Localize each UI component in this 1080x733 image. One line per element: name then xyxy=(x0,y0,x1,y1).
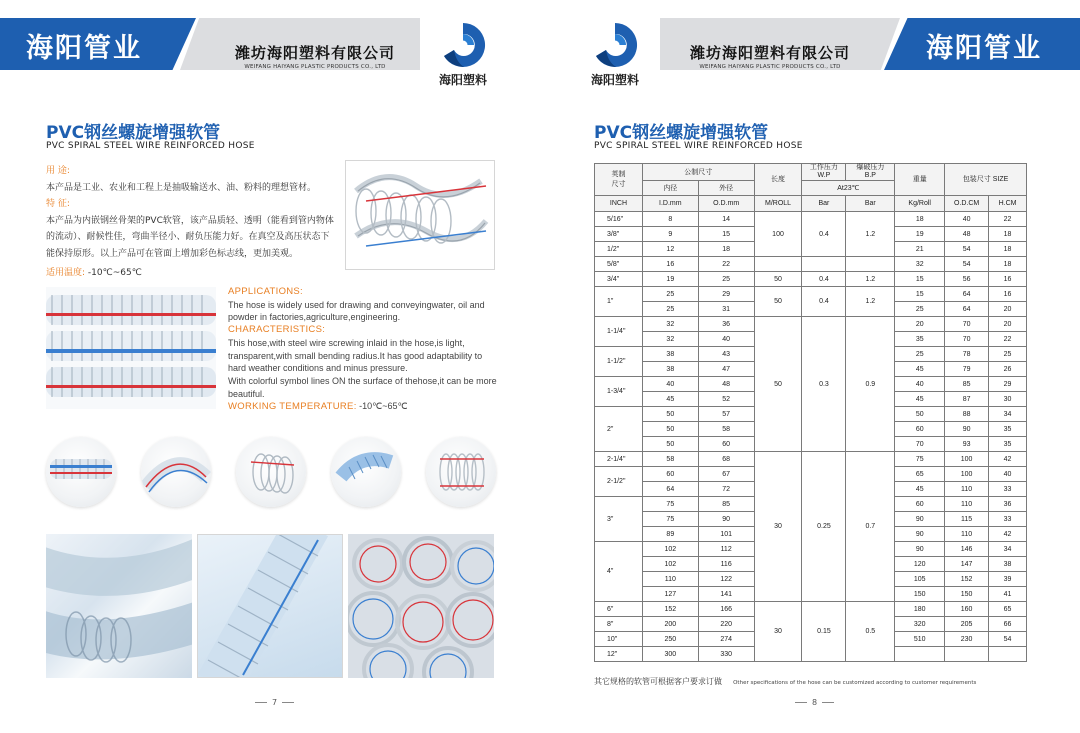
table-cell: 150 xyxy=(945,587,989,602)
table-cell-length: 50 xyxy=(754,272,802,287)
unit-cell: Bar xyxy=(802,196,846,212)
brand-title-right: 海阳管业 xyxy=(926,33,1042,64)
hose-straight-icon xyxy=(46,437,116,507)
hose-closeup-photo xyxy=(46,534,192,678)
table-cell: 38 xyxy=(642,347,698,362)
table-cell: 110 xyxy=(642,572,698,587)
table-cell: 16 xyxy=(642,257,698,272)
hose-thumb-4 xyxy=(331,437,401,507)
table-cell: 20 xyxy=(989,317,1027,332)
table-cell: 110 xyxy=(945,482,989,497)
logo-swirl-icon xyxy=(590,20,640,70)
table-cell: 22 xyxy=(989,212,1027,227)
table-row xyxy=(595,317,1027,332)
table-cell: 60 xyxy=(895,422,945,437)
unit-cell: O.D.CM xyxy=(945,196,989,212)
table-cell: 220 xyxy=(698,617,754,632)
table-cell: 1/2" xyxy=(595,242,643,257)
table-cell: 40 xyxy=(698,332,754,347)
table-cell: 20 xyxy=(895,317,945,332)
table-cell: 1-1/2" xyxy=(595,347,643,377)
table-cell: 15 xyxy=(698,227,754,242)
table-cell: 50 xyxy=(642,437,698,452)
wp-en: W.P xyxy=(817,172,831,179)
table-cell: 2-1/4" xyxy=(595,452,643,467)
table-cell: 36 xyxy=(698,317,754,332)
table-cell: 64 xyxy=(642,482,698,497)
table-cell: 18 xyxy=(989,257,1027,272)
table-cell: 1" xyxy=(595,287,643,317)
table-cell: 41 xyxy=(989,587,1027,602)
table-cell: 1-1/4" xyxy=(595,317,643,347)
table-cell: 147 xyxy=(945,557,989,572)
table-cell xyxy=(895,647,945,662)
table-cell: 510 xyxy=(895,632,945,647)
table-cell: 18 xyxy=(989,227,1027,242)
table-cell: 32 xyxy=(642,317,698,332)
table-cell: 54 xyxy=(945,257,989,272)
table-cell: 320 xyxy=(895,617,945,632)
table-cell: 54 xyxy=(945,242,989,257)
table-cell: 120 xyxy=(895,557,945,572)
working-temp-value: -10℃~65℃ xyxy=(359,401,408,412)
unit-cell: O.D.mm xyxy=(698,196,754,212)
hose-thumb-3 xyxy=(236,437,306,507)
table-cell: 102 xyxy=(642,542,698,557)
table-cell: 19 xyxy=(642,272,698,287)
table-cell-bp: 1.2 xyxy=(846,272,895,287)
table-cell-bp: 1.2 xyxy=(846,212,895,257)
table-cell: 75 xyxy=(642,497,698,512)
table-cell-wp: 0.4 xyxy=(802,272,846,287)
table-cell: 33 xyxy=(989,512,1027,527)
logo-caption: 海阳塑料 xyxy=(590,73,639,87)
table-cell: 115 xyxy=(945,512,989,527)
table-row xyxy=(595,602,1027,617)
hose-closeup-illustration xyxy=(46,534,192,678)
table-cell: 87 xyxy=(945,392,989,407)
company-name-left xyxy=(215,42,415,70)
table-cell: 35 xyxy=(989,437,1027,452)
applications-text: The hose is widely used for drawing and conveyingwater, oil and powder in factories,agriculture,engineering. xyxy=(228,299,485,323)
table-cell: 90 xyxy=(895,527,945,542)
characteristics-text-2: With colorful symbol lines ON the surface of thehose,it can be more beautiful. xyxy=(228,375,497,399)
temp-value: -10℃~65℃ xyxy=(87,268,142,278)
table-cell: 48 xyxy=(698,377,754,392)
hose-coil-illustration xyxy=(346,161,495,270)
bp-cn: 爆破压力 xyxy=(856,164,885,171)
table-cell: 18 xyxy=(698,242,754,257)
table-cell: 42 xyxy=(989,452,1027,467)
table-cell: 100 xyxy=(945,467,989,482)
table-cell: 56 xyxy=(945,272,989,287)
hose-stack-illustration xyxy=(46,287,216,409)
page-title-en-right: PVC SPIRAL STEEL WIRE REINFORCED HOSE xyxy=(594,141,803,151)
table-cell: 90 xyxy=(895,542,945,557)
table-cell-bp: 0.5 xyxy=(846,602,895,662)
table-cell: 100 xyxy=(945,452,989,467)
table-cell: 10" xyxy=(595,632,643,647)
table-cell: 112 xyxy=(698,542,754,557)
table-cell: 50 xyxy=(642,407,698,422)
table-cell: 25 xyxy=(895,302,945,317)
table-cell: 25 xyxy=(642,287,698,302)
usage-label: 用 途: xyxy=(46,166,70,176)
table-cell: 38 xyxy=(642,362,698,377)
table-cell: 40 xyxy=(989,467,1027,482)
table-cell: 75 xyxy=(895,452,945,467)
table-cell: 70 xyxy=(945,332,989,347)
table-cell: 15 xyxy=(895,272,945,287)
table-cell: 15 xyxy=(895,287,945,302)
note-cn: 其它规格的软管可根据客户要求订做 xyxy=(594,677,722,686)
table-cell: 39 xyxy=(989,572,1027,587)
table-cell: 26 xyxy=(989,362,1027,377)
table-cell: 58 xyxy=(698,422,754,437)
hose-rolls-photo xyxy=(348,534,494,678)
table-cell: 50 xyxy=(642,422,698,437)
table-cell xyxy=(989,647,1027,662)
table-row xyxy=(595,272,1027,287)
table-cell: 19 xyxy=(895,227,945,242)
company-name-right xyxy=(670,42,870,70)
header-nominal-size: 公制尺寸 xyxy=(642,164,754,181)
table-cell-length: 50 xyxy=(754,287,802,317)
page-number-value: 7 xyxy=(272,698,278,707)
table-cell: 5/16" xyxy=(595,212,643,227)
company-cn: 潍坊海阳塑料有限公司 xyxy=(234,44,395,62)
table-cell: 152 xyxy=(642,602,698,617)
table-cell-wp: 0.25 xyxy=(802,452,846,602)
table-cell xyxy=(945,647,989,662)
table-cell: 22 xyxy=(989,332,1027,347)
table-cell: 16 xyxy=(989,287,1027,302)
table-cell: 274 xyxy=(698,632,754,647)
table-cell: 34 xyxy=(989,542,1027,557)
table-cell-length: 30 xyxy=(754,452,802,602)
hose-label-illustration xyxy=(198,535,343,678)
header-burst-pressure xyxy=(846,164,895,181)
wp-cn: 工作压力 xyxy=(809,164,838,171)
table-cell: 40 xyxy=(945,212,989,227)
table-cell-length: 100 xyxy=(754,212,802,257)
table-cell: 42 xyxy=(989,527,1027,542)
company-en: WEIFANG HAIYANG PLASTIC PRODUCTS CO., LTD xyxy=(699,64,841,70)
table-cell: 32 xyxy=(642,332,698,347)
table-cell: 146 xyxy=(945,542,989,557)
table-cell: 18 xyxy=(989,242,1027,257)
table-cell: 85 xyxy=(698,497,754,512)
table-cell: 60 xyxy=(642,467,698,482)
table-cell: 16 xyxy=(989,272,1027,287)
header-working-pressure xyxy=(802,164,846,181)
table-cell: 9 xyxy=(642,227,698,242)
table-cell: 5/8" xyxy=(595,257,643,272)
table-cell: 36 xyxy=(989,497,1027,512)
table-cell: 40 xyxy=(642,377,698,392)
hose-thumb-5 xyxy=(426,437,496,507)
unit-cell: I.D.mm xyxy=(642,196,698,212)
page-title-en-left: PVC SPIRAL STEEL WIRE REINFORCED HOSE xyxy=(46,141,255,151)
page-header xyxy=(0,0,1080,95)
page-title-cn-right: PVC钢丝螺旋增强软管 xyxy=(594,123,769,143)
table-cell: 2-1/2" xyxy=(595,467,643,497)
hose-thumb-1 xyxy=(46,437,116,507)
table-cell: 180 xyxy=(895,602,945,617)
table-cell: 89 xyxy=(642,527,698,542)
table-cell: 1-3/4" xyxy=(595,377,643,407)
company-logo-right xyxy=(580,20,650,88)
table-cell: 127 xyxy=(642,587,698,602)
table-cell: 79 xyxy=(945,362,989,377)
table-cell: 88 xyxy=(945,407,989,422)
table-cell: 14 xyxy=(698,212,754,227)
bp-en: B.P xyxy=(864,172,876,179)
table-cell: 20 xyxy=(989,302,1027,317)
table-cell: 64 xyxy=(945,287,989,302)
feature-text: 本产品为内嵌钢丝骨架的PVC软管，该产品质轻、透明（能看到管内物体的流动）、耐候性佳，弯曲半径小、耐负压能力好。在真空及高压状态下能保持原形。以上产品可在管面上增加彩色标志线，更加美观。 xyxy=(46,215,334,259)
table-cell: 2" xyxy=(595,407,643,452)
table-cell: 4" xyxy=(595,542,643,602)
table-cell-wp xyxy=(802,257,846,272)
brand-title-left: 海阳管业 xyxy=(26,33,142,64)
table-cell: 122 xyxy=(698,572,754,587)
table-cell: 230 xyxy=(945,632,989,647)
table-cell: 70 xyxy=(895,437,945,452)
table-cell: 6" xyxy=(595,602,643,617)
table-cell: 64 xyxy=(945,302,989,317)
unit-cell: H.CM xyxy=(989,196,1027,212)
table-cell: 160 xyxy=(945,602,989,617)
table-cell: 105 xyxy=(895,572,945,587)
table-cell: 68 xyxy=(698,452,754,467)
feature-label: 特 征: xyxy=(46,199,70,209)
table-cell-length: 50 xyxy=(754,317,802,452)
table-cell-bp xyxy=(846,257,895,272)
table-cell: 330 xyxy=(698,647,754,662)
table-cell: 205 xyxy=(945,617,989,632)
hose-stack-photo xyxy=(46,287,216,409)
table-cell: 57 xyxy=(698,407,754,422)
logo-swirl-icon xyxy=(438,20,488,70)
header-inch-size: 英制 尺寸 xyxy=(595,164,643,196)
header-outer-diameter: 外径 xyxy=(698,181,754,196)
table-cell: 45 xyxy=(642,392,698,407)
table-cell-bp: 0.7 xyxy=(846,452,895,602)
table-cell: 116 xyxy=(698,557,754,572)
table-cell: 200 xyxy=(642,617,698,632)
table-cell: 85 xyxy=(945,377,989,392)
logo-caption: 海阳塑料 xyxy=(438,73,487,87)
table-cell: 22 xyxy=(698,257,754,272)
table-row xyxy=(595,212,1027,227)
hose-label-photo xyxy=(197,534,343,678)
table-cell: 90 xyxy=(945,422,989,437)
table-cell: 300 xyxy=(642,647,698,662)
units-row xyxy=(595,196,1027,212)
table-cell: 25 xyxy=(895,347,945,362)
hose-coil-icon xyxy=(236,437,306,507)
table-cell: 250 xyxy=(642,632,698,647)
spec-table xyxy=(594,163,1027,662)
header-pack-size: 包装尺寸 SIZE xyxy=(945,164,1027,196)
table-cell: 32 xyxy=(895,257,945,272)
hose-coil-photo xyxy=(345,160,495,270)
table-cell: 40 xyxy=(895,377,945,392)
table-cell: 35 xyxy=(989,422,1027,437)
table-cell: 47 xyxy=(698,362,754,377)
note-en: Other specifications of the hose can be customized according to customer requirements xyxy=(733,680,977,686)
table-cell: 110 xyxy=(945,497,989,512)
table-cell: 3" xyxy=(595,497,643,542)
table-row xyxy=(595,257,1027,272)
table-cell: 30 xyxy=(989,392,1027,407)
hose-rolls-illustration xyxy=(348,534,494,678)
table-cell: 141 xyxy=(698,587,754,602)
table-cell-wp: 0.15 xyxy=(802,602,846,662)
unit-cell: M/ROLL xyxy=(754,196,802,212)
table-cell: 75 xyxy=(642,512,698,527)
table-cell: 38 xyxy=(989,557,1027,572)
table-cell: 45 xyxy=(895,482,945,497)
table-cell: 18 xyxy=(895,212,945,227)
characteristics-heading: CHARACTERISTICS: xyxy=(228,324,326,336)
table-cell: 29 xyxy=(989,377,1027,392)
table-cell: 50 xyxy=(895,407,945,422)
table-cell: 110 xyxy=(945,527,989,542)
page-number-right xyxy=(790,698,839,707)
table-cell: 60 xyxy=(895,497,945,512)
table-cell-wp: 0.4 xyxy=(802,287,846,317)
table-cell: 31 xyxy=(698,302,754,317)
table-cell: 65 xyxy=(989,602,1027,617)
characteristics-text: This hose,with steel wire screwing inlaid in the hose,is light, transparent,with small bending radius.It has good adaptability to hard weather conditions and minus pressure. xyxy=(228,337,483,374)
table-cell: 33 xyxy=(989,482,1027,497)
table-cell: 60 xyxy=(698,437,754,452)
table-cell: 21 xyxy=(895,242,945,257)
table-cell-length: 30 xyxy=(754,602,802,662)
table-cell-wp: 0.3 xyxy=(802,317,846,452)
table-cell-bp: 1.2 xyxy=(846,287,895,317)
company-logo-left xyxy=(428,20,498,88)
company-cn: 潍坊海阳塑料有限公司 xyxy=(689,44,850,62)
table-cell: 35 xyxy=(895,332,945,347)
table-cell: 78 xyxy=(945,347,989,362)
table-cell: 102 xyxy=(642,557,698,572)
table-cell: 93 xyxy=(945,437,989,452)
table-cell: 12 xyxy=(642,242,698,257)
hose-ring-icon xyxy=(426,437,496,507)
table-cell: 90 xyxy=(895,512,945,527)
table-cell: 48 xyxy=(945,227,989,242)
table-cell: 52 xyxy=(698,392,754,407)
table-cell: 45 xyxy=(895,392,945,407)
header-inner-diameter: 内径 xyxy=(642,181,698,196)
table-cell: 34 xyxy=(989,407,1027,422)
hose-blue-icon xyxy=(331,437,401,507)
table-cell: 150 xyxy=(895,587,945,602)
table-cell: 45 xyxy=(895,362,945,377)
table-cell: 67 xyxy=(698,467,754,482)
applications-heading: APPLICATIONS: xyxy=(228,286,303,297)
description-en xyxy=(228,286,498,414)
table-cell-length xyxy=(754,257,802,272)
table-cell: 152 xyxy=(945,572,989,587)
page-number-value: 8 xyxy=(812,698,818,707)
header-weight: 重量 xyxy=(895,164,945,196)
table-cell: 8" xyxy=(595,617,643,632)
table-cell: 25 xyxy=(642,302,698,317)
table-cell: 3/4" xyxy=(595,272,643,287)
table-cell: 43 xyxy=(698,347,754,362)
table-cell: 70 xyxy=(945,317,989,332)
unit-cell: Bar xyxy=(846,196,895,212)
hose-thumb-2 xyxy=(141,437,211,507)
description-cn xyxy=(46,163,338,282)
table-cell-wp: 0.4 xyxy=(802,212,846,257)
customization-note xyxy=(594,669,976,688)
table-cell: 65 xyxy=(895,467,945,482)
table-row xyxy=(595,452,1027,467)
table-cell: 12" xyxy=(595,647,643,662)
table-cell: 58 xyxy=(642,452,698,467)
header-length: 长度 xyxy=(754,164,802,196)
table-cell: 66 xyxy=(989,617,1027,632)
company-en: WEIFANG HAIYANG PLASTIC PRODUCTS CO., LTD xyxy=(244,64,386,70)
table-cell: 3/8" xyxy=(595,227,643,242)
table-cell: 101 xyxy=(698,527,754,542)
table-cell: 29 xyxy=(698,287,754,302)
table-cell-bp: 0.9 xyxy=(846,317,895,452)
table-cell: 90 xyxy=(698,512,754,527)
unit-cell: INCH xyxy=(595,196,643,212)
hose-curve-icon xyxy=(141,437,211,507)
table-cell: 25 xyxy=(698,272,754,287)
table-cell: 72 xyxy=(698,482,754,497)
table-cell: 166 xyxy=(698,602,754,617)
page-title-cn-left: PVC钢丝螺旋增强软管 xyxy=(46,123,221,143)
table-cell: 8 xyxy=(642,212,698,227)
temp-label: 适用温度: xyxy=(46,268,86,278)
table-cell: 25 xyxy=(989,347,1027,362)
page-number-left xyxy=(250,698,299,707)
table-row xyxy=(595,287,1027,302)
usage-text: 本产品是工业、农业和工程上是抽吸输送水、油、粉料的理想管材。 xyxy=(46,182,317,193)
working-temp-heading: WORKING TEMPERATURE: xyxy=(228,401,357,413)
unit-cell: Kg/Roll xyxy=(895,196,945,212)
header-at-temp: At23℃ xyxy=(802,181,895,196)
table-cell: 54 xyxy=(989,632,1027,647)
